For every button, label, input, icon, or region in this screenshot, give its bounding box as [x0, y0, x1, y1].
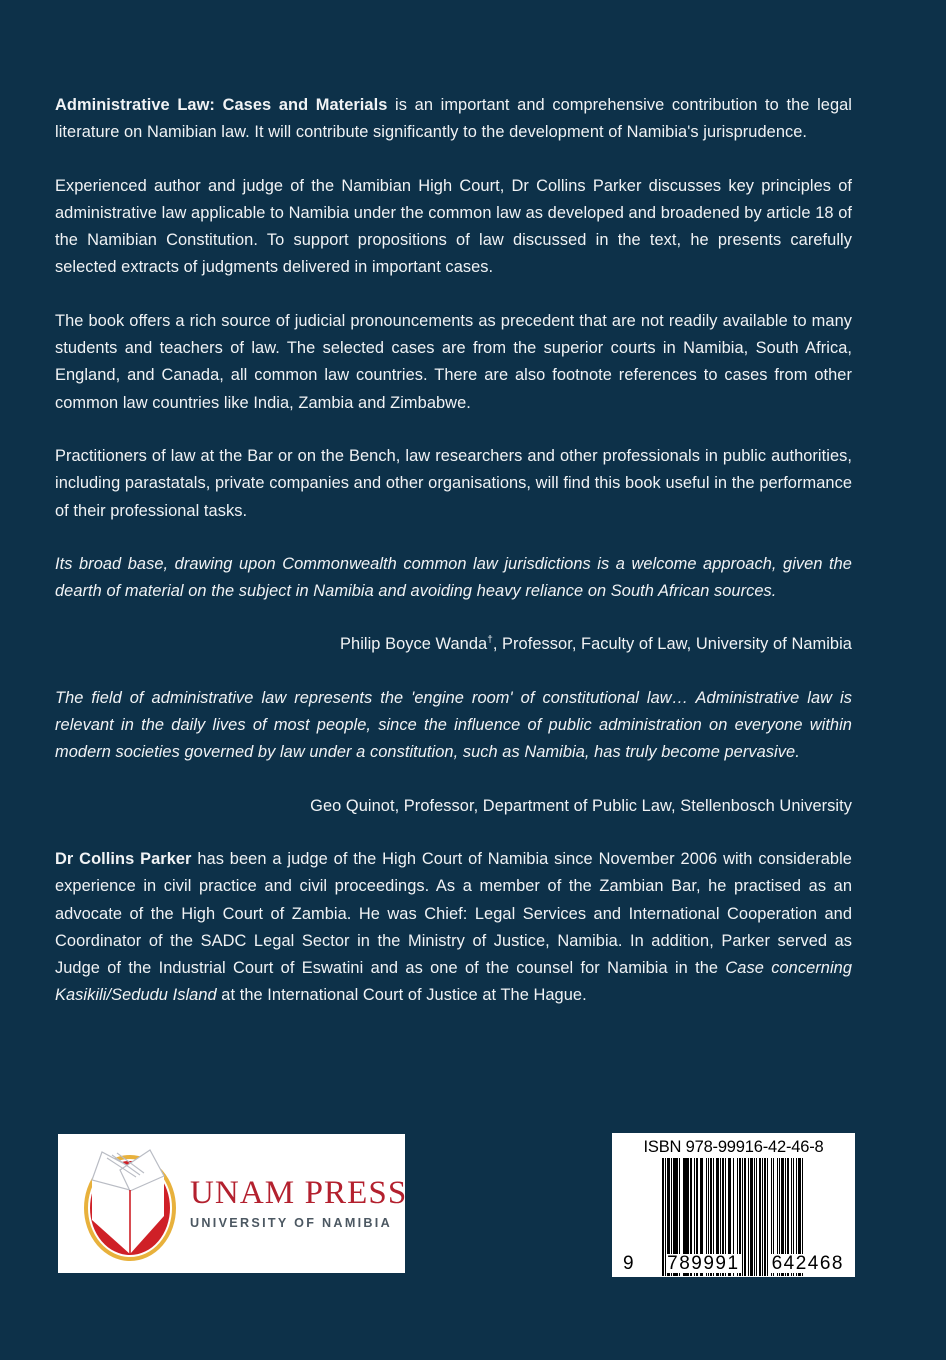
- isbn-number-label: ISBN 978-99916-42-46-8: [643, 1138, 824, 1156]
- publisher-logo-text: [190, 1177, 407, 1230]
- isbn-barcode: [612, 1133, 855, 1277]
- case-title-italic: Case concerning Kasikili/Sedudu Island: [55, 959, 852, 1005]
- barcode-graphic: [618, 1158, 849, 1273]
- endorsement-2-affiliation: , Professor, Department of Public Law, Stellenbosch University: [394, 796, 852, 815]
- unam-press-emblem-icon: [76, 1146, 184, 1262]
- endorsement-2-author: Geo Quinot: [310, 796, 395, 815]
- barcode-bars: [618, 1158, 849, 1276]
- blurb-paragraph-3: The book offers a rich source of judicial pronouncements as precedent that are not readily available to many students and teachers of law. The selected cases are from the superior courts in Namibia, South Africa, England, and Canada, all common law countries. There are also footnote references to cases from other common law countries like India, Zambia and Zimbabwe.: [55, 311, 852, 412]
- endorsement-attribution-1: [55, 631, 852, 658]
- endorsement-attribution-2: [55, 793, 852, 820]
- author-bio-part-2: at the International Court of Justice at The Hague.: [216, 986, 587, 1005]
- blurb-text-block: [55, 92, 852, 1010]
- book-title-bold: Administrative Law: Cases and Materials: [55, 96, 388, 114]
- endorsement-quote-1: Its broad base, drawing upon Commonwealth common law jurisdictions is a welcome approach, given the dearth of material on the subject in Namibia and avoiding heavy reliance on South African sources.: [55, 554, 852, 601]
- endorsement-quote-2: The field of administrative law represents the 'engine room' of constitutional law… Administrative law is relevant in the daily lives of most people, since the influence of public administration on everyone within modern societies governed by law under a constitution, such as Namibia, has truly become pervasive.: [55, 688, 852, 762]
- publisher-logo: [58, 1134, 408, 1273]
- endorsement-1-author: Philip Boyce Wanda: [340, 635, 488, 654]
- blurb-paragraph-1-rest: is an important and comprehensive contribution to the legal literature on Namibian law. It will contribute significantly to the development of Namibia's jurisprudence.: [55, 96, 852, 142]
- publisher-subtitle: UNIVERSITY OF NAMIBIA: [190, 1215, 393, 1230]
- barcode-digit-group-2: 642468: [771, 1253, 844, 1274]
- barcode-bar: [803, 1158, 805, 1276]
- blurb-paragraph-1: [55, 92, 852, 147]
- barcode-digit-group-0: 9: [623, 1253, 636, 1274]
- author-name-bold: Dr Collins Parker: [55, 849, 192, 868]
- author-biography: [55, 846, 852, 1010]
- endorsement-1-affiliation: , Professor, Faculty of Law, University of Namibia: [492, 635, 852, 654]
- endorsement-1-dagger-marker: †: [487, 634, 493, 646]
- blurb-paragraph-4: Practitioners of law at the Bar or on the Bench, law researchers and other professionals in public authorities, including parastatals, private companies and other organisations, will find this book useful in the performance of their professional tasks.: [55, 446, 852, 520]
- author-bio-part-1: has been a judge of the High Court of Namibia since November 2006 with considerable experience in civil practice and civil proceedings. As a member of the Zambian Bar, he practised as an advocate of the High Court of Zambia. He was Chief: Legal Services and International Cooperation and Coordinator of the SADC Legal Sector in the Ministry of Justice, Namibia. In addition, Parker served as Judge of the Industrial Court of Eswatini and as one of the counsel for Namibia in the: [55, 849, 852, 978]
- publisher-name: UNAM PRESS: [190, 1175, 408, 1212]
- blurb-paragraph-2: Experienced author and judge of the Namibian High Court, Dr Collins Parker discusses key principles of administrative law applicable to Namibia under the common law as developed and broadened by article 18 of the Namibian Constitution. To support propositions of law discussed in the text, he presents carefully selected extracts of judgments delivered in important cases.: [55, 176, 852, 277]
- barcode-digit-group-1: 789991: [667, 1253, 740, 1274]
